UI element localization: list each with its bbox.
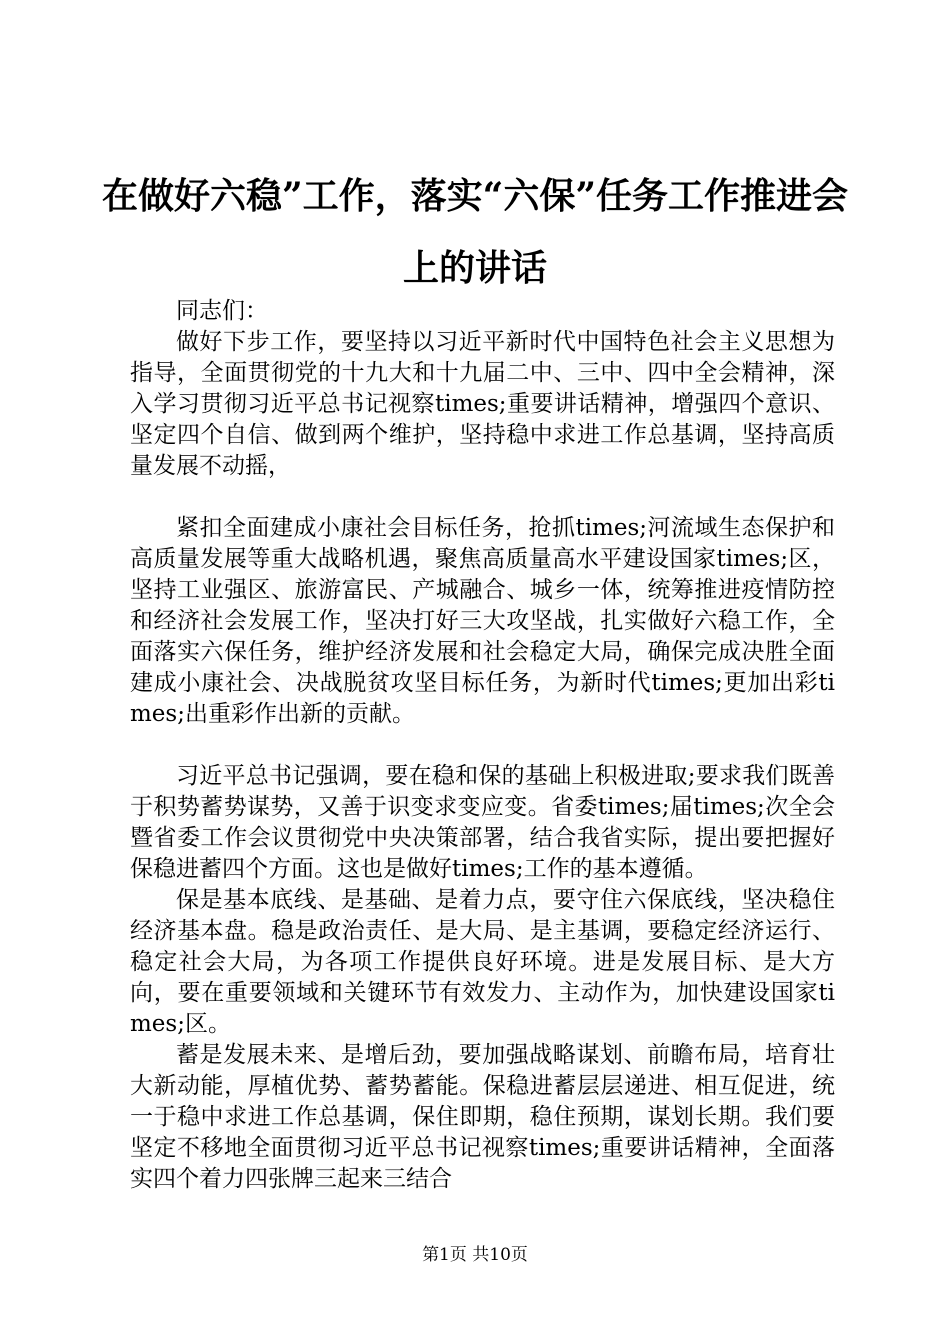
document-title: 在做好六稳”工作，落实“六保”任务工作推进会上的讲话: [101, 175, 849, 289]
page-footer: 第1页 共10页: [422, 1245, 528, 1265]
paragraph-1: 做好下步工作，要坚持以习近平新时代中国特色社会主义思想为指导，全面贯彻党的十九大和十九届二中、三中、四中全会精神，深入学习贯彻习近平总书记视察times;重要讲话精神，增强四个意识、坚定四个自信、做到两个维护，坚持稳中求进工作总基调，坚持高质量发展不动摇，: [130, 329, 835, 479]
paragraph-3: 习近平总书记强调，要在稳和保的基础上积极进取;要求我们既善于积势蓄势谋势，又善于识变求变应变。省委times;届times;次全会暨省委工作会议贯彻党中央决策部署，结合我省实际，提出要把握好保稳进蓄四个方面。这也是做好times;工作的基本遵循。: [130, 763, 835, 882]
paragraph-2: 紧扣全面建成小康社会目标任务，抢抓times;河流域生态保护和高质量发展等重大战略机遇，聚焦高质量高水平建设国家times;区，坚持工业强区、旅游富民、产城融合、城乡一体，统筹推进疫情防控和经济社会发展工作，坚决打好三大攻坚战，扎实做好六稳工作，全面落实六保任务，维护经济发展和社会稳定大局，确保完成决胜全面建成小康社会、决战脱贫攻坚目标任务，为新时代times;更加出彩times;出重彩作出新的贡献。: [130, 515, 835, 727]
document-body: [130, 296, 835, 1195]
paragraph-5: 蓄是发展未来、是增后劲，要加强战略谋划、前瞻布局，培育壮大新动能，厚植优势、蓄势蓄能。保稳进蓄层层递进、相互促进，统一于稳中求进工作总基调，保住即期，稳住预期，谋划长期。我们要坚定不移地全面贯彻习近平总书记视察times;重要讲话精神，全面落实四个着力四张牌三起来三结合: [130, 1042, 835, 1192]
paragraph-4: 保是基本底线、是基础、是着力点，要守住六保底线，坚决稳住经济基本盘。稳是政治责任、是大局、是主基调，要稳定经济运行、稳定社会大局，为各项工作提供良好环境。进是发展目标、是大方向，要在重要领域和关键环节有效发力、主动作为，加快建设国家times;区。: [130, 887, 835, 1037]
greeting: 同志们：: [176, 298, 268, 324]
